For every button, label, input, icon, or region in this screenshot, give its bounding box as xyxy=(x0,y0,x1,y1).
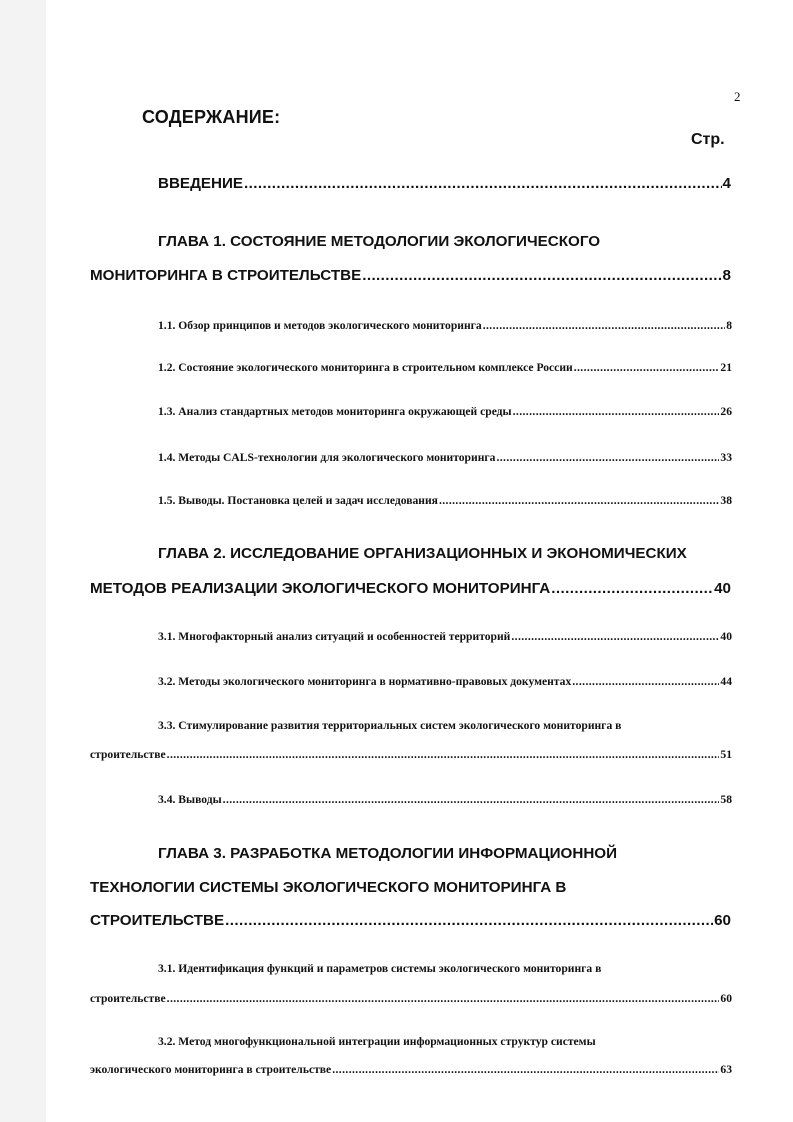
toc-entry-page: 38 xyxy=(720,494,732,507)
toc-entry-1-5[interactable] xyxy=(158,494,732,507)
toc-entry-chapter-1[interactable] xyxy=(90,267,731,284)
toc-entry-label: 3.2. Методы экологического мониторинга в нормативно-правовых документах xyxy=(158,675,572,688)
leader-dots xyxy=(513,405,720,418)
leader-dots xyxy=(332,1063,719,1076)
toc-entry-1-4[interactable] xyxy=(158,451,732,464)
toc-entry-page: 8 xyxy=(722,267,731,284)
leader-dots xyxy=(483,319,726,332)
toc-entry-page: 51 xyxy=(720,748,732,761)
leader-dots xyxy=(225,912,713,929)
toc-entry-page: 63 xyxy=(720,1063,732,1076)
leader-dots xyxy=(551,580,713,597)
leader-dots xyxy=(362,267,721,284)
toc-entry-label: 1.5. Выводы. Постановка целей и задач исследования xyxy=(158,494,438,507)
toc-entry-page: 40 xyxy=(714,580,731,597)
toc-entry-label: 1.1. Обзор принципов и методов экологического мониторинга xyxy=(158,319,482,332)
toc-entry-1-2[interactable] xyxy=(158,361,732,374)
toc-entry-label: строительстве xyxy=(90,748,166,761)
leader-dots xyxy=(439,494,719,507)
toc-entry-page: 60 xyxy=(720,992,732,1005)
toc-entry-page: 58 xyxy=(720,793,732,806)
leader-dots xyxy=(167,992,720,1005)
toc-entry-3-1[interactable] xyxy=(90,992,732,1005)
toc-entry-page: 40 xyxy=(720,630,732,643)
toc-entry-label: экологического мониторинга в строительстве xyxy=(90,1063,332,1076)
toc-entry-3-2-line1: 3.2. Метод многофункциональной интеграции информационных структур системы xyxy=(158,1035,596,1048)
toc-entry-chapter-2[interactable] xyxy=(90,580,731,597)
toc-entry-label: 1.2. Состояние экологического мониторинга в строительном комплексе России xyxy=(158,361,573,374)
toc-entry-2-4[interactable] xyxy=(158,793,732,806)
toc-entry-2-2[interactable] xyxy=(158,675,732,688)
toc-entry-page: 44 xyxy=(720,675,732,688)
toc-entry-intro[interactable] xyxy=(158,175,731,192)
toc-title: СОДЕРЖАНИЕ: xyxy=(142,107,281,127)
toc-entry-2-3[interactable] xyxy=(90,748,732,761)
leader-dots xyxy=(511,630,719,643)
chapter-3-heading-line2: ТЕХНОЛОГИИ СИСТЕМЫ ЭКОЛОГИЧЕСКОГО МОНИТОРИНГА В xyxy=(90,879,567,896)
toc-entry-page: 60 xyxy=(714,912,731,929)
toc-entry-label: 1.4. Методы CALS-технологии для экологического мониторинга xyxy=(158,451,496,464)
leader-dots xyxy=(167,748,720,761)
toc-entry-1-1[interactable] xyxy=(158,319,732,332)
leader-dots xyxy=(496,451,719,464)
toc-entry-page: 26 xyxy=(720,405,732,418)
toc-entry-1-3[interactable] xyxy=(158,405,732,418)
toc-entry-label: ВВЕДЕНИЕ xyxy=(158,175,244,192)
toc-entry-3-2[interactable] xyxy=(90,1063,732,1076)
toc-entry-page: 8 xyxy=(726,319,732,332)
chapter-1-heading: ГЛАВА 1. СОСТОЯНИЕ МЕТОДОЛОГИИ ЭКОЛОГИЧЕСКОГО xyxy=(158,233,601,250)
toc-entry-page: 4 xyxy=(722,175,731,192)
toc-entry-2-1[interactable] xyxy=(158,630,732,643)
toc-entry-label: СТРОИТЕЛЬСТВЕ xyxy=(90,912,225,929)
chapter-3-heading-line1: ГЛАВА 3. РАЗРАБОТКА МЕТОДОЛОГИИ ИНФОРМАЦИОННОЙ xyxy=(158,845,618,862)
toc-entry-page: 33 xyxy=(720,451,732,464)
chapter-2-heading: ГЛАВА 2. ИССЛЕДОВАНИЕ ОРГАНИЗАЦИОННЫХ И ЭКОНОМИЧЕСКИХ xyxy=(158,545,687,562)
toc-entry-label: 1.3. Анализ стандартных методов мониторинга окружающей среды xyxy=(158,405,512,418)
toc-entry-label: МОНИТОРИНГА В СТРОИТЕЛЬСТВЕ xyxy=(90,267,362,284)
toc-entry-chapter-3[interactable] xyxy=(90,912,731,929)
toc-entry-label: строительстве xyxy=(90,992,166,1005)
toc-entry-2-3-line1: 3.3. Стимулирование развития территориальных систем экологического мониторинга в xyxy=(158,719,622,732)
page-number: 2 xyxy=(734,89,741,104)
page-column-label: Стр. xyxy=(691,131,725,148)
leader-dots xyxy=(223,793,720,806)
toc-entry-3-1-line1: 3.1. Идентификация функций и параметров системы экологического мониторинга в xyxy=(158,962,602,975)
leader-dots xyxy=(574,361,720,374)
toc-entry-label: 3.1. Многофакторный анализ ситуаций и особенностей территорий xyxy=(158,630,511,643)
toc-entry-label: 3.4. Выводы xyxy=(158,793,222,806)
leader-dots xyxy=(244,175,722,192)
toc-entry-label: МЕТОДОВ РЕАЛИЗАЦИИ ЭКОЛОГИЧЕСКОГО МОНИТОРИНГА xyxy=(90,580,551,597)
leader-dots xyxy=(572,675,719,688)
toc-entry-page: 21 xyxy=(720,361,732,374)
